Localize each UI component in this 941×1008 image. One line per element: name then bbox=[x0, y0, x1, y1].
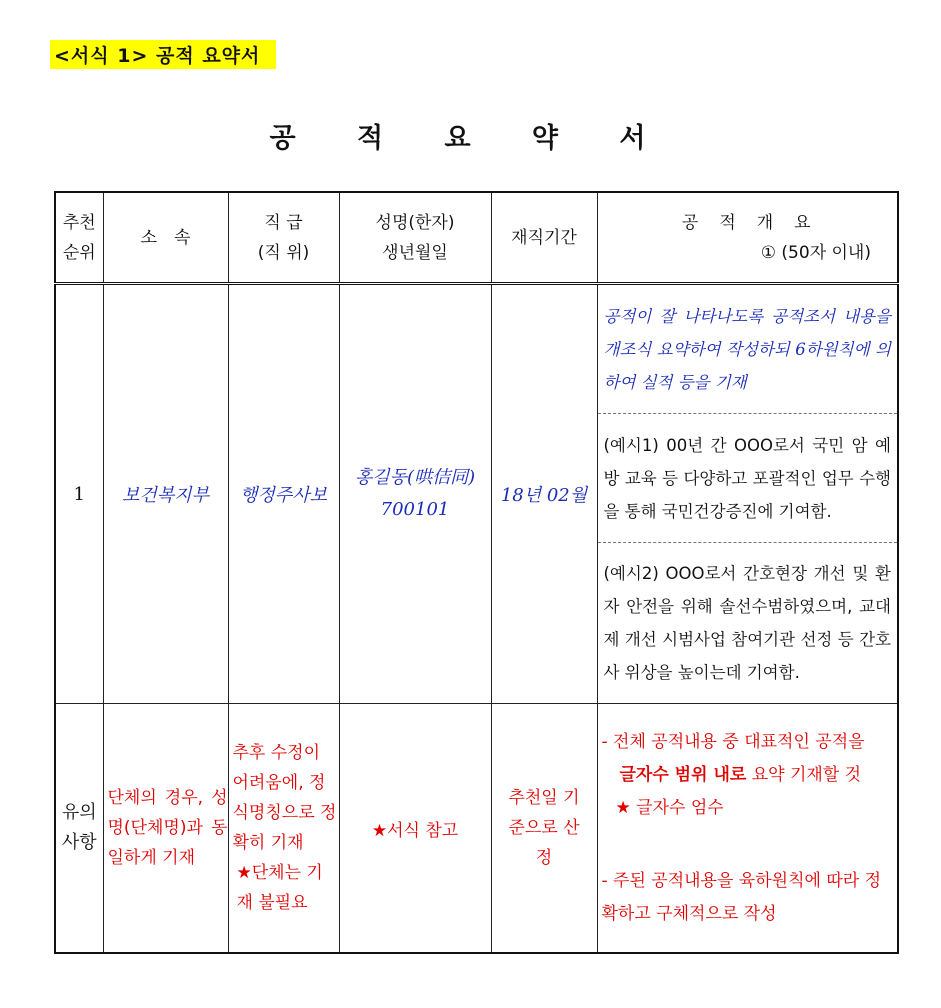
header-rank: 추천 순위 bbox=[55, 192, 103, 284]
page-title: 공 적 요 약 서 bbox=[269, 123, 672, 154]
form-tag: <서식 1> 공적 요약서 bbox=[50, 40, 276, 69]
name-cell: 홍길동(哄佶同) 700101 bbox=[339, 284, 491, 704]
notes-name: ★서식 참고 bbox=[339, 704, 491, 954]
summary-example-1: (예시1) 00년 간 OOO로서 국민 암 예방 교육 등 다양하고 포괄적인 업무 수행을 통해 국민건강증진에 기여함. bbox=[598, 414, 898, 543]
position-cell: 행정주사보 bbox=[228, 284, 339, 704]
example-row bbox=[55, 284, 898, 704]
header-summary: 공 적 개 요 ① (50자 이내) bbox=[597, 192, 898, 284]
summary-main: 공적이 잘 나타나도록 공적조서 내용을 개조식 요약하여 작성하되 6하원칙에 의하여 실적 등을 기재 bbox=[598, 285, 898, 414]
notes-summary: - 전체 공적내용 중 대표적인 공적을 글자수 범위 내로 요약 기재할 것 ★ 글자수 엄수 - 주된 공적내용을 육하원칙에 따라 정확하고 구체적으로 작성 bbox=[597, 704, 898, 954]
notes-label: 유의 사항 bbox=[55, 704, 103, 954]
notes-row bbox=[55, 704, 898, 954]
merit-summary-table bbox=[54, 191, 899, 954]
rank-cell: 1 bbox=[55, 284, 103, 704]
header-tenure: 재직기간 bbox=[491, 192, 597, 284]
affiliation-cell: 보건복지부 bbox=[103, 284, 228, 704]
tenure-cell: 18년 02월 bbox=[491, 284, 597, 704]
notes-tenure: 추천일 기준으로 산정 bbox=[491, 704, 597, 954]
header-position: 직 급 (직 위) bbox=[228, 192, 339, 284]
notes-position: 추후 수정이 어려움에, 정식명칭으로 정확히 기재 ★단체는 기재 불필요 bbox=[228, 704, 339, 954]
header-row bbox=[55, 192, 898, 284]
summary-cell bbox=[597, 284, 898, 704]
header-affiliation: 소 속 bbox=[103, 192, 228, 284]
header-name: 성명(한자) 생년월일 bbox=[339, 192, 491, 284]
summary-example-2: (예시2) OOO로서 간호현장 개선 및 환자 안전을 위해 솔선수범하였으며, 교대제 개선 시범사업 참여기관 선정 등 간호사 위상을 높이는데 기여함. bbox=[603, 564, 891, 682]
notes-affiliation: 단체의 경우, 성명(단체명)과 동일하게 기재 bbox=[103, 704, 228, 954]
